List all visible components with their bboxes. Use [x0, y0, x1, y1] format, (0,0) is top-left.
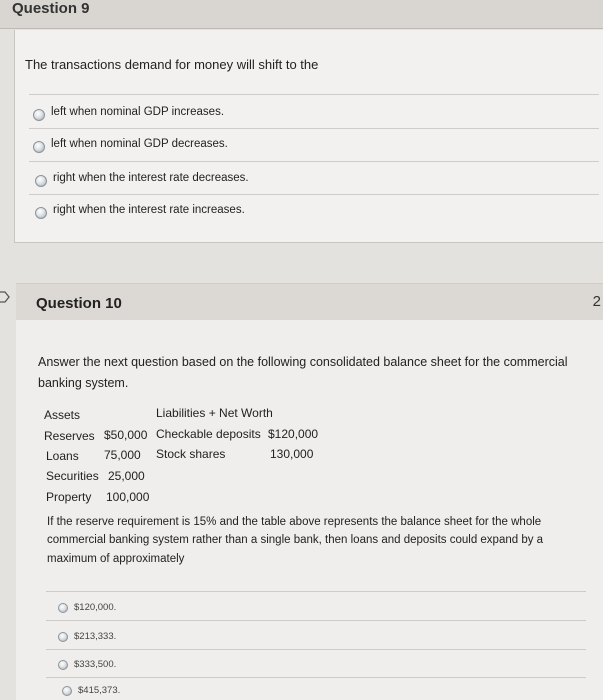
- option-c-label[interactable]: $333,500.: [74, 659, 117, 670]
- option-b-label[interactable]: $213,333.: [74, 631, 117, 642]
- radio-option-d[interactable]: [62, 686, 72, 696]
- flag-arrow-icon[interactable]: [0, 290, 10, 304]
- question-10-stem-line-1: If the reserve requirement is 15% and the table above represents the balance sheet for the whole: [47, 516, 542, 528]
- bs-liability-value: $120,000: [268, 427, 319, 441]
- bs-asset-label: Loans: [46, 449, 79, 463]
- question-10-intro-line-2: banking system.: [38, 376, 129, 390]
- radio-option-b[interactable]: [58, 632, 68, 642]
- radio-option-c[interactable]: [58, 660, 68, 670]
- radio-option-a[interactable]: [58, 603, 68, 613]
- radio-option-1[interactable]: [33, 109, 45, 121]
- question-9-title: Question 9: [12, 0, 90, 17]
- option-d-label[interactable]: $415,373.: [78, 685, 121, 696]
- divider: [46, 649, 586, 650]
- divider: [46, 591, 586, 592]
- divider: [29, 94, 599, 95]
- question-10-points: 2: [592, 293, 601, 310]
- bs-liability-label: Stock shares: [156, 447, 226, 461]
- divider: [29, 161, 599, 162]
- question-10-header: [16, 283, 603, 321]
- liabilities-header: Liabilities + Net Worth: [156, 406, 273, 420]
- question-9-stem: The transactions demand for money will shift to the: [25, 57, 319, 72]
- divider: [29, 194, 599, 195]
- bs-asset-value: 25,000: [108, 469, 145, 483]
- divider: [46, 620, 586, 621]
- option-1-label[interactable]: left when nominal GDP increases.: [51, 106, 225, 118]
- bs-asset-label: Securities: [46, 469, 99, 483]
- divider: [46, 677, 586, 678]
- bs-asset-value: 100,000: [106, 490, 150, 504]
- question-9-header: [0, 0, 603, 29]
- bs-asset-label: Reserves: [44, 429, 95, 443]
- radio-option-2[interactable]: [33, 141, 45, 153]
- divider: [29, 128, 599, 129]
- option-4-label[interactable]: right when the interest rate increases.: [53, 204, 245, 216]
- question-10-stem-line-3: maximum of approximately: [47, 553, 185, 565]
- bs-liability-label: Checkable deposits: [156, 427, 261, 441]
- radio-option-3[interactable]: [35, 175, 47, 187]
- question-9-body: [14, 30, 603, 243]
- bs-asset-value: 75,000: [104, 448, 141, 462]
- question-10-intro-line-1: Answer the next question based on the following consolidated balance sheet for the commercial: [38, 355, 568, 369]
- option-2-label[interactable]: left when nominal GDP decreases.: [51, 138, 228, 150]
- question-10-body: [16, 320, 603, 700]
- option-3-label[interactable]: right when the interest rate decreases.: [53, 172, 249, 184]
- option-a-label[interactable]: $120,000.: [74, 602, 117, 613]
- bs-asset-label: Property: [46, 490, 92, 504]
- question-10-title: Question 10: [36, 295, 122, 312]
- question-10-stem-line-2: commercial banking system rather than a single bank, then loans and deposits could expand by a: [47, 534, 544, 546]
- radio-option-4[interactable]: [35, 207, 47, 219]
- assets-header: Assets: [44, 408, 81, 422]
- bs-asset-value: $50,000: [104, 428, 148, 442]
- bs-liability-value: 130,000: [270, 447, 314, 461]
